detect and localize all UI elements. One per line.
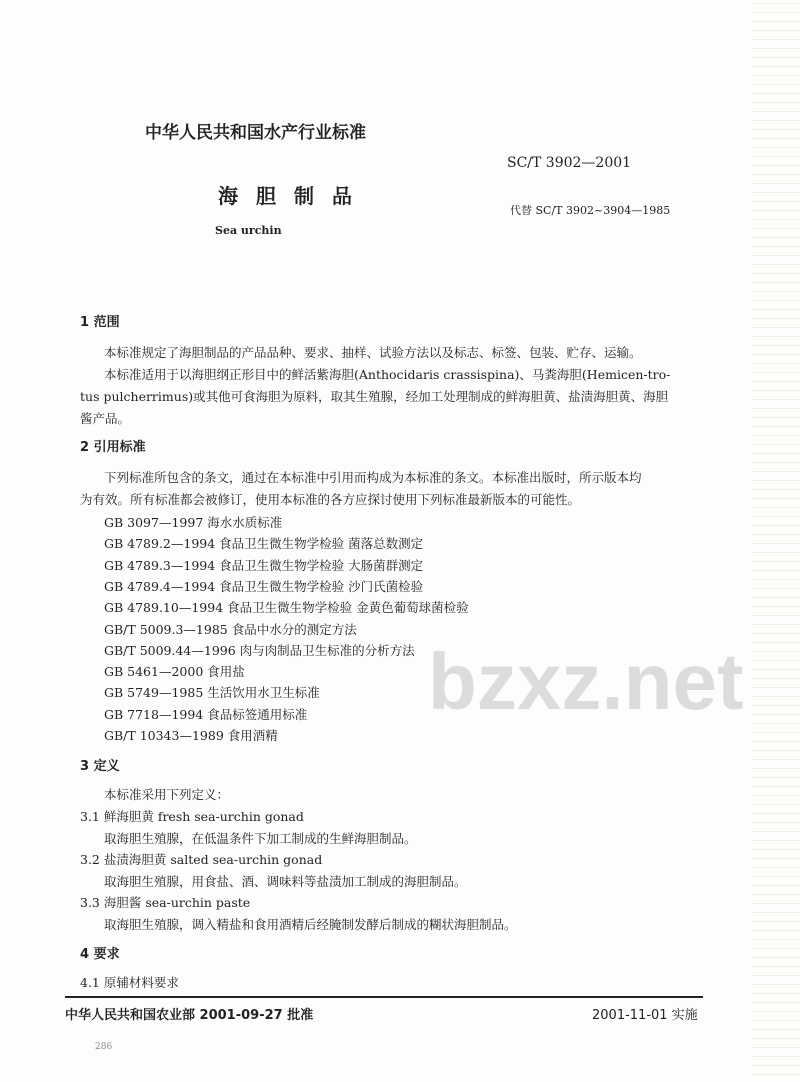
definition-text: 取海胆生殖腺，调入精盐和食用酒精后经腌制发酵后制成的糊状海胆制品。 xyxy=(104,917,517,932)
reference-item: GB 7718—1994 食品标签通用标准 xyxy=(104,706,308,722)
section-2-para: 下列标准所包含的条文，通过在本标准中引用而构成为本标准的条文。本标准出版时，所示版本均 xyxy=(104,470,642,485)
section-1-para: 本标准适用于以海胆纲正形目中的鲜活紫海胆(Anthocidaris crassispina)、马粪海胆(Hemicen-tro- xyxy=(104,367,671,382)
definition-term: 3.1 鲜海胆黄 fresh sea-urchin gonad xyxy=(80,809,304,824)
section-1-para: tus pulcherrimus)或其他可食海胆为原料，取其生殖腺，经加工处理制成的鲜海胆黄、盐渍海胆黄、海胆 xyxy=(80,389,669,404)
reference-item: GB 4789.3—1994 食品卫生微生物学检验 大肠菌群测定 xyxy=(104,557,424,573)
document-title: 海胆制品 xyxy=(218,184,370,208)
scan-edge-noise xyxy=(752,0,800,1082)
approval-line: 中华人民共和国农业部 2001-09-27 批准 xyxy=(65,1008,314,1023)
reference-item: GB 5749—1985 生活饮用水卫生标准 xyxy=(104,685,320,701)
reference-item: GB/T 10343—1989 食用酒精 xyxy=(104,728,278,743)
page-number: 286 xyxy=(95,1042,113,1052)
section-3-intro: 本标准采用下列定义： xyxy=(104,787,230,802)
definition-term: 3.3 海胆酱 sea-urchin paste xyxy=(80,895,251,910)
footer-rule xyxy=(65,996,703,998)
section-3-heading: 3 定义 xyxy=(80,759,120,774)
reference-item: GB 4789.2—1994 食品卫生微生物学检验 菌落总数测定 xyxy=(104,536,424,552)
section-1-para: 酱产品。 xyxy=(80,411,131,426)
issuing-organization: 中华人民共和国水产行业标准 xyxy=(145,123,366,143)
definition-text: 取海胆生殖腺，用食盐、酒、调味料等盐渍加工制成的海胆制品。 xyxy=(104,874,467,889)
implementation-date: 2001-11-01 实施 xyxy=(592,1008,698,1023)
section-4-heading: 4 要求 xyxy=(80,947,120,962)
section-1-para: 本标准规定了海胆制品的产品品种、要求、抽样、试验方法以及标志、标签、包装、贮存、运输。 xyxy=(104,345,642,360)
section-1-heading: 1 范围 xyxy=(80,315,120,330)
reference-item: GB 4789.4—1994 食品卫生微生物学检验 沙门氏菌检验 xyxy=(104,578,424,594)
reference-item: GB/T 5009.44—1996 肉与肉制品卫生标准的分析方法 xyxy=(104,642,415,658)
standard-number: SC/T 3902—2001 xyxy=(507,155,632,171)
reference-item: GB 3097—1997 海水水质标准 xyxy=(104,515,283,530)
english-title: Sea urchin xyxy=(215,224,282,237)
reference-item: GB 4789.10—1994 食品卫生微生物学检验 金黄色葡萄球菌检验 xyxy=(104,600,469,616)
reference-item: GB 5461—2000 食用盐 xyxy=(104,664,245,680)
section-2-para: 为有效。所有标准都会被修订，使用本标准的各方应探讨使用下列标准最新版本的可能性。 xyxy=(80,492,581,507)
watermark: bzxz.net xyxy=(428,637,744,726)
replaces-note: 代替 SC/T 3902~3904—1985 xyxy=(510,204,671,217)
section-4-1-heading: 4.1 原辅材料要求 xyxy=(80,975,179,990)
reference-item: GB/T 5009.3—1985 食品中水分的测定方法 xyxy=(104,621,357,637)
definition-term: 3.2 盐渍海胆黄 salted sea-urchin gonad xyxy=(80,852,323,867)
definition-text: 取海胆生殖腺，在低温条件下加工制成的生鲜海胆制品。 xyxy=(104,831,417,846)
section-2-heading: 2 引用标准 xyxy=(80,440,146,455)
